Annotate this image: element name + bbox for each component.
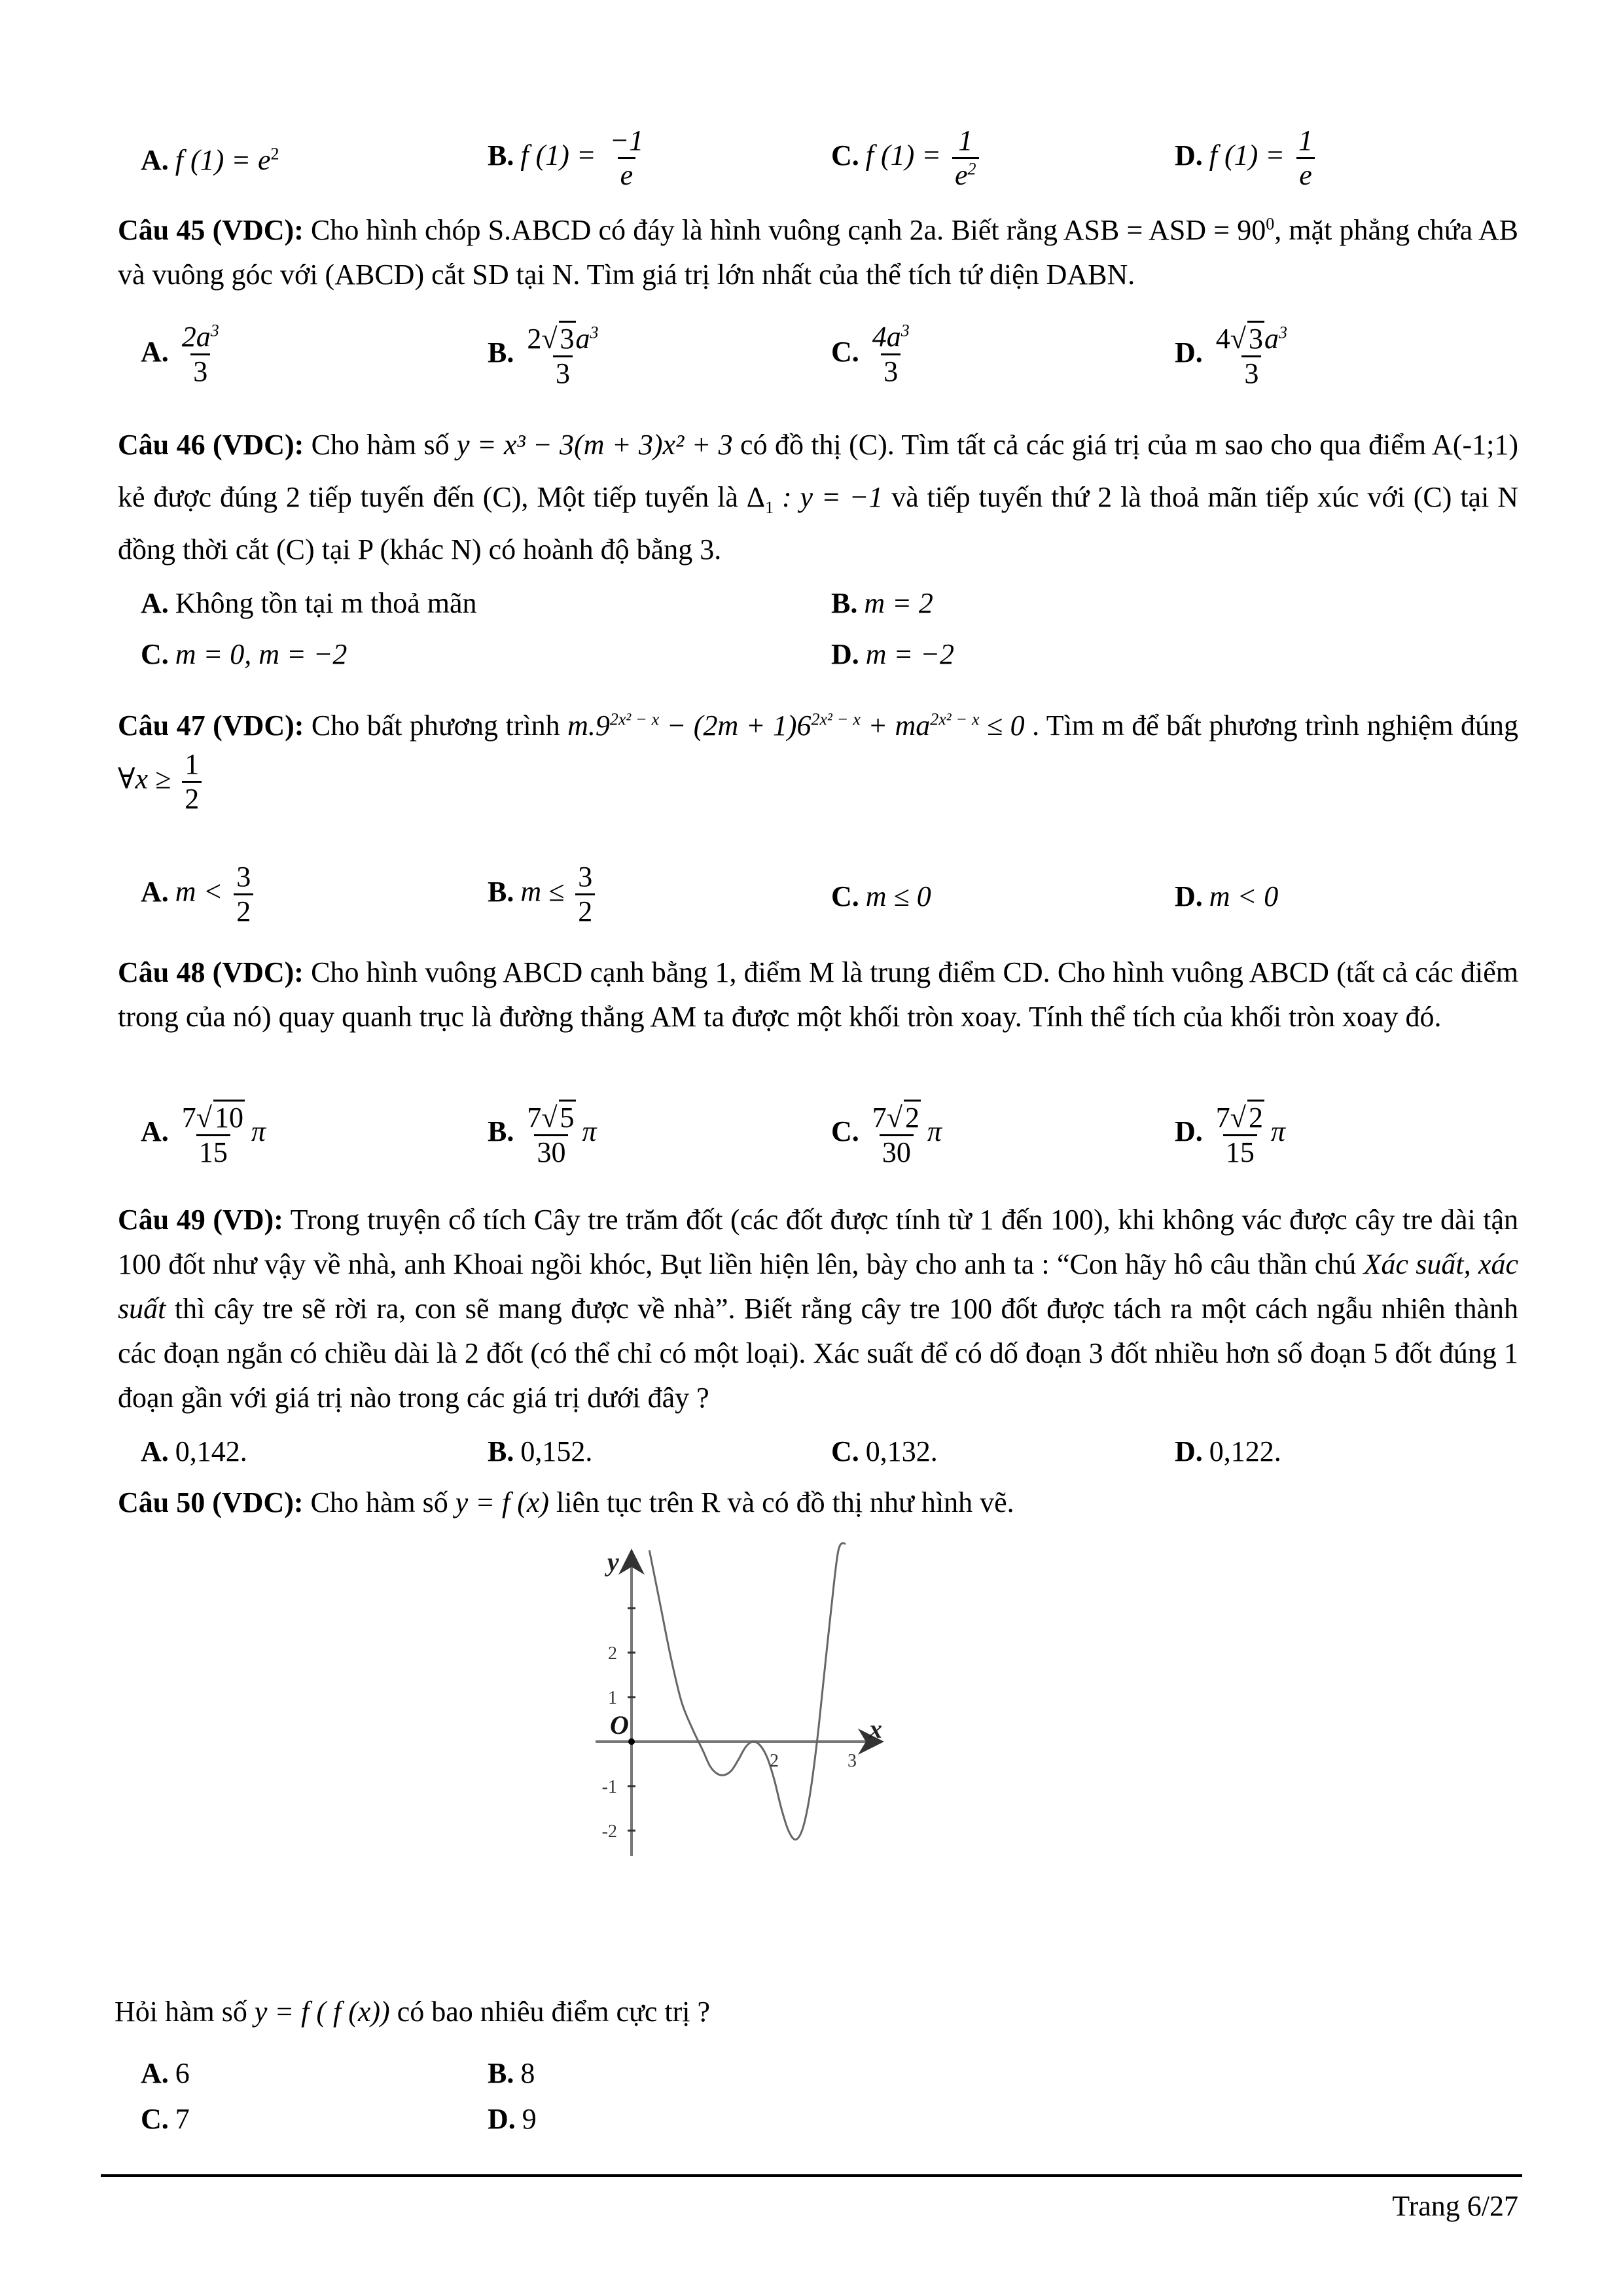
function-graph xyxy=(576,1538,1073,1983)
q44-option-b: B. f (1) = $\frac{-1}{e}$ xyxy=(488,124,644,191)
q48-option-d: D. $\frac{7√2}{15}$ π xyxy=(1175,1100,1285,1169)
origin-label: O xyxy=(610,1710,629,1740)
q47-option-a: A. m < $\frac{3}{2}$ xyxy=(141,861,257,928)
footer-divider xyxy=(101,2174,1522,2177)
q47-option-b: B. m ≤ $\frac{3}{2}$ xyxy=(488,861,599,928)
question-46: Câu 46 (VDC): Cho hàm số y = x³ − 3(m + 3)x² + 3 có đồ thị (C). Tìm tất cả các giá trị của m sao cho qua điểm A(-1;1) kẻ được đúng 2 tiếp tuyến đến (C), Một tiếp tuyến là $\Delta_1$ : y = −1 và tiếp tuyến thứ 2 là thoả mãn tiếp xúc với (C) tại N đồng thời cắt (C) tại P (khác N) có hoành độ bằng 3. xyxy=(118,429,1519,565)
q47-option-c: C. m ≤ 0 xyxy=(831,880,931,912)
curve-f-of-x xyxy=(649,1543,846,1840)
q49-option-a: A. 0,142. xyxy=(141,1435,247,1467)
q44-option-a: A. f $(1) = e^2$ xyxy=(141,144,279,176)
q48-option-b: B. $\frac{7√5}{30}$ π xyxy=(488,1100,597,1169)
q46-option-d: D. m = −2 xyxy=(831,638,954,670)
x-tick-label: 3 xyxy=(847,1751,857,1771)
q45-option-d: D. $\frac{4√3a^3}{3}$ xyxy=(1175,321,1294,390)
question-49: Câu 49 (VD): Trong truyện cổ tích Cây tre trăm đốt (các đốt được tính từ 1 đến 100), khi không vác được cây tre dài tận 100 đốt như vậy về nhà, anh Khoai ngồi khóc, Bụt liền hiện lên, bày cho anh ta : “Con hãy hô câu thần chú Xác suất, xác suất thì cây tre sẽ rời ra, con sẽ mang được về nhà”. Biết rằng cây tre 100 đốt được tách ra một cách ngẫu nhiên thành các đoạn ngắn có chiều dài là 2 đốt (có thể chỉ có một loại). Xác suất để có dố đoạn 3 đốt nhiều hơn số đoạn 5 đốt đúng 1 đoạn gần với giá trị nào trong các giá trị dưới đây ? xyxy=(118,1204,1518,1414)
q46-option-b: B. m = 2 xyxy=(831,587,933,619)
y-tick-label: 1 xyxy=(608,1688,617,1708)
q49-option-d: D. 0,122. xyxy=(1175,1435,1281,1467)
q44-option-c: C. f (1) = $\frac{1}{e^2}$ xyxy=(831,124,983,192)
page-number: Trang 6/27 xyxy=(1392,2190,1518,2222)
q48-option-a: A. $\frac{7√10}{15}$ π xyxy=(141,1100,266,1169)
q50-option-d: D. 9 xyxy=(488,2103,537,2135)
q50-option-c: C. 7 xyxy=(141,2103,190,2135)
question-50: Câu 50 (VDC): Cho hàm số y = f (x) liên tục trên R và có đồ thị như hình vẽ. xyxy=(118,1486,1014,1518)
q45-option-c: C. $\frac{4a^3}{3}$ xyxy=(831,321,910,387)
x-axis-label: x xyxy=(869,1714,882,1744)
question-50-ask: Hỏi hàm số y = f ( f (x)) có bao nhiêu điểm cực trị ? xyxy=(115,1996,711,2028)
question-45: Câu 45 (VDC): Cho hình chóp S.ABCD có đáy là hình vuông cạnh 2a. Biết rằng ASB = ASD = $90^0$, mặt phẳng chứa AB và vuông góc với (ABCD) cắt SD tại N. Tìm giá trị lớn nhất của thể tích tứ diện DABN. xyxy=(118,214,1519,291)
q48-option-c: C. $\frac{7√2}{30}$ π xyxy=(831,1100,942,1169)
q50-option-a: A. 6 xyxy=(141,2057,190,2089)
question-47: Câu 47 (VDC): Cho bất phương trình $m.9^{2x^2 - x} - (2m + 1)6^{2x^2 - x} + ma^{2x^2 - x} \le 0$ . Tìm m để bất phương trình nghiệm đúng ∀x ≥ $\frac{1}{2}$ xyxy=(118,709,1519,815)
q46-option-a: A. Không tồn tại m thoả mãn xyxy=(141,587,477,619)
x-tick-label: 2 xyxy=(770,1751,779,1771)
q49-option-c: C. 0,132. xyxy=(831,1435,938,1467)
q47-option-d: D. m < 0 xyxy=(1175,880,1279,912)
q44-option-d: D. f (1) = $\frac{1}{e}$ xyxy=(1175,124,1319,192)
origin-point xyxy=(628,1738,635,1745)
q50-option-b: B. 8 xyxy=(488,2057,535,2089)
q46-option-c: C. m = 0, m = −2 xyxy=(141,638,348,670)
q49-option-b: B. 0,152. xyxy=(488,1435,593,1467)
y-tick-label: -2 xyxy=(601,1821,617,1842)
question-48: Câu 48 (VDC): Cho hình vuông ABCD cạnh bằng 1, điểm M là trung điểm CD. Cho hình vuông ABCD (tất cả các điểm trong của nó) quay quanh trục là đường thẳng AM ta được một khối tròn xoay. Tính thể tích của khối tròn xoay đó. xyxy=(118,956,1518,1033)
q45-option-a: A. $\frac{2a^3}{3}$ xyxy=(141,321,219,387)
y-tick-label: -1 xyxy=(601,1777,617,1797)
q45-option-b: B. $\frac{2√3a^3}{3}$ xyxy=(488,321,605,390)
y-tick-label: 2 xyxy=(608,1643,617,1664)
y-axis-label: y xyxy=(607,1547,619,1577)
